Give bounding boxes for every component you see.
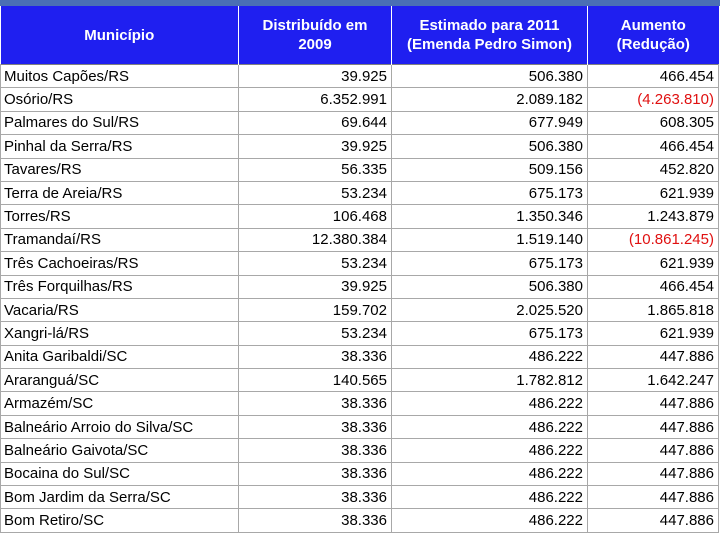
table-row bbox=[1, 509, 719, 532]
cell-distribuido: 159.702 bbox=[239, 298, 392, 321]
table-row bbox=[1, 88, 719, 111]
cell-municipio: Bom Retiro/SC bbox=[1, 509, 239, 532]
cell-distribuido: 38.336 bbox=[239, 345, 392, 368]
cell-aumento: 1.865.818 bbox=[588, 298, 719, 321]
cell-aumento: 621.939 bbox=[588, 181, 719, 204]
header-distribuido-line1: Distribuído em bbox=[262, 17, 368, 34]
cell-estimado: 2.025.520 bbox=[392, 298, 588, 321]
cell-municipio: Anita Garibaldi/SC bbox=[1, 345, 239, 368]
table-row bbox=[1, 111, 719, 134]
cell-municipio: Osório/RS bbox=[1, 88, 239, 111]
header-municipio bbox=[1, 6, 239, 65]
cell-estimado: 486.222 bbox=[392, 415, 588, 438]
table-row bbox=[1, 158, 719, 181]
cell-aumento: 621.939 bbox=[588, 322, 719, 345]
table-row bbox=[1, 415, 719, 438]
cell-municipio: Palmares do Sul/RS bbox=[1, 111, 239, 134]
cell-distribuido: 39.925 bbox=[239, 65, 392, 88]
cell-municipio: Três Cachoeiras/RS bbox=[1, 252, 239, 275]
cell-aumento: 466.454 bbox=[588, 135, 719, 158]
cell-distribuido: 39.925 bbox=[239, 135, 392, 158]
cell-municipio: Terra de Areia/RS bbox=[1, 181, 239, 204]
cell-aumento: (4.263.810) bbox=[588, 88, 719, 111]
cell-municipio: Torres/RS bbox=[1, 205, 239, 228]
cell-aumento: 621.939 bbox=[588, 252, 719, 275]
cell-municipio: Tavares/RS bbox=[1, 158, 239, 181]
cell-aumento: 447.886 bbox=[588, 345, 719, 368]
cell-estimado: 1.519.140 bbox=[392, 228, 588, 251]
cell-distribuido: 56.335 bbox=[239, 158, 392, 181]
cell-estimado: 506.380 bbox=[392, 275, 588, 298]
table-row bbox=[1, 322, 719, 345]
header-municipio-label: Município bbox=[84, 26, 155, 44]
cell-municipio: Balneário Gaivota/SC bbox=[1, 439, 239, 462]
header-distribuido bbox=[239, 6, 392, 65]
cell-municipio: Armazém/SC bbox=[1, 392, 239, 415]
cell-municipio: Muitos Capões/RS bbox=[1, 65, 239, 88]
header-estimado bbox=[392, 6, 588, 65]
cell-estimado: 1.350.346 bbox=[392, 205, 588, 228]
cell-distribuido: 53.234 bbox=[239, 252, 392, 275]
cell-distribuido: 69.644 bbox=[239, 111, 392, 134]
header-estimado-line1: Estimado para 2011 bbox=[419, 17, 560, 34]
table-row bbox=[1, 252, 719, 275]
header-row bbox=[1, 6, 719, 65]
cell-aumento: 447.886 bbox=[588, 415, 719, 438]
header-aumento-line1: Aumento bbox=[620, 17, 686, 34]
cell-aumento: 447.886 bbox=[588, 486, 719, 509]
table-row bbox=[1, 462, 719, 485]
header-aumento bbox=[588, 6, 719, 65]
cell-estimado: 486.222 bbox=[392, 509, 588, 532]
cell-distribuido: 38.336 bbox=[239, 486, 392, 509]
cell-estimado: 506.380 bbox=[392, 135, 588, 158]
cell-distribuido: 140.565 bbox=[239, 369, 392, 392]
cell-distribuido: 38.336 bbox=[239, 392, 392, 415]
municipal-distribution-table bbox=[0, 6, 719, 533]
cell-aumento: 466.454 bbox=[588, 65, 719, 88]
cell-aumento: 608.305 bbox=[588, 111, 719, 134]
cell-distribuido: 39.925 bbox=[239, 275, 392, 298]
cell-municipio: Pinhal da Serra/RS bbox=[1, 135, 239, 158]
cell-distribuido: 53.234 bbox=[239, 322, 392, 345]
cell-estimado: 677.949 bbox=[392, 111, 588, 134]
table-body bbox=[1, 65, 719, 533]
cell-distribuido: 53.234 bbox=[239, 181, 392, 204]
cell-aumento: 447.886 bbox=[588, 509, 719, 532]
cell-municipio: Araranguá/SC bbox=[1, 369, 239, 392]
cell-aumento: 447.886 bbox=[588, 462, 719, 485]
cell-distribuido: 38.336 bbox=[239, 462, 392, 485]
cell-estimado: 509.156 bbox=[392, 158, 588, 181]
cell-distribuido: 38.336 bbox=[239, 415, 392, 438]
table-row bbox=[1, 298, 719, 321]
cell-aumento: (10.861.245) bbox=[588, 228, 719, 251]
table-row bbox=[1, 369, 719, 392]
cell-distribuido: 38.336 bbox=[239, 509, 392, 532]
table-row bbox=[1, 275, 719, 298]
table-row bbox=[1, 228, 719, 251]
table-row bbox=[1, 205, 719, 228]
cell-estimado: 675.173 bbox=[392, 181, 588, 204]
cell-distribuido: 38.336 bbox=[239, 439, 392, 462]
cell-aumento: 1.243.879 bbox=[588, 205, 719, 228]
cell-estimado: 486.222 bbox=[392, 486, 588, 509]
cell-estimado: 486.222 bbox=[392, 392, 588, 415]
table-row bbox=[1, 439, 719, 462]
cell-municipio: Vacaria/RS bbox=[1, 298, 239, 321]
cell-distribuido: 106.468 bbox=[239, 205, 392, 228]
table-row bbox=[1, 135, 719, 158]
table-header bbox=[1, 6, 719, 65]
cell-municipio: Xangri-lá/RS bbox=[1, 322, 239, 345]
cell-aumento: 452.820 bbox=[588, 158, 719, 181]
cell-aumento: 1.642.247 bbox=[588, 369, 719, 392]
cell-municipio: Três Forquilhas/RS bbox=[1, 275, 239, 298]
cell-estimado: 506.380 bbox=[392, 65, 588, 88]
header-aumento-line2: (Redução) bbox=[616, 36, 690, 53]
cell-aumento: 447.886 bbox=[588, 439, 719, 462]
cell-estimado: 1.782.812 bbox=[392, 369, 588, 392]
cell-municipio: Bocaina do Sul/SC bbox=[1, 462, 239, 485]
cell-municipio: Tramandaí/RS bbox=[1, 228, 239, 251]
cell-estimado: 2.089.182 bbox=[392, 88, 588, 111]
header-estimado-line2: (Emenda Pedro Simon) bbox=[406, 36, 573, 53]
cell-estimado: 486.222 bbox=[392, 345, 588, 368]
cell-estimado: 675.173 bbox=[392, 322, 588, 345]
cell-estimado: 486.222 bbox=[392, 462, 588, 485]
cell-estimado: 675.173 bbox=[392, 252, 588, 275]
table-row bbox=[1, 181, 719, 204]
cell-municipio: Balneário Arroio do Silva/SC bbox=[1, 415, 239, 438]
header-distribuido-line2: 2009 bbox=[298, 36, 332, 53]
cell-distribuido: 6.352.991 bbox=[239, 88, 392, 111]
cell-municipio: Bom Jardim da Serra/SC bbox=[1, 486, 239, 509]
cell-distribuido: 12.380.384 bbox=[239, 228, 392, 251]
cell-estimado: 486.222 bbox=[392, 439, 588, 462]
table-row bbox=[1, 486, 719, 509]
cell-aumento: 447.886 bbox=[588, 392, 719, 415]
table-row bbox=[1, 65, 719, 88]
table-row bbox=[1, 392, 719, 415]
cell-aumento: 466.454 bbox=[588, 275, 719, 298]
table-row bbox=[1, 345, 719, 368]
